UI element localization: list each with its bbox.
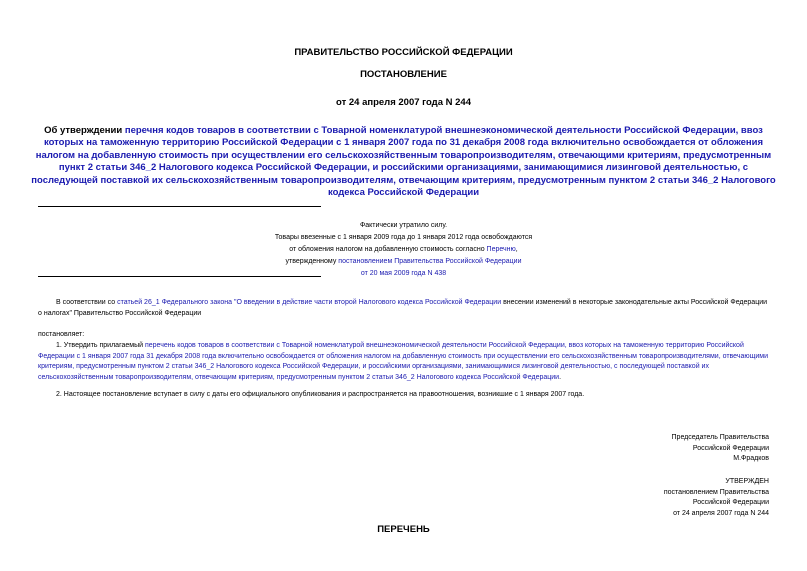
item-2-paragraph: 2. Настоящее постановление вступает в силу с даты его официального опубликования и распространяется на правоотношения, возникшие с 1 января 2007 года. <box>56 391 585 398</box>
note-line-3 <box>220 244 587 256</box>
divider-top <box>38 206 321 207</box>
approval-line-3: Российской Федерации <box>692 499 769 506</box>
list-heading: ПЕРЕЧЕНЬ <box>377 524 430 535</box>
signature-line-2: Российской Федерации <box>692 444 769 452</box>
preamble-suffix: внесении изменений в некоторые законодательные акты Российской Федерации о налогах" Правительство Российской Федерации <box>38 299 768 317</box>
approval-block <box>664 477 769 519</box>
status-note <box>220 220 587 280</box>
approval-line-2: постановлением Правительства <box>663 488 769 496</box>
note-line-4-text: утвержденному <box>285 258 339 265</box>
item-1-list-link[interactable]: перечень кодов товаров в соответствии с Товарной номенклатурой внешнеэкономической деятельности Российской Федерации, ввоз которых на таможенную территорию Российской Федерации с 1 января 2007 года 31 декабря 2008 года включительно освобождается от обложения налогом на добавленную стоимость при осуществлении его сельскохозяйственным товаропроизводителями, отвечающими критериям, предусмотренным пунктом 2 статьи 346_2 Налогового кодекса Российской Федерации, и российскими организациями, занимающимися лизинговой деятельностью, с последующей поставкой их сельскохозяйственным товаропроизводителям, отвечающим критериям, предусмотренным пунктом 2 статьи 346_2 Налогового кодекса Российской Федерации <box>38 342 769 381</box>
approval-line-1: УТВЕРЖДЕН <box>725 478 769 485</box>
preamble-paragraph <box>38 298 769 319</box>
item-1-paragraph <box>38 341 769 383</box>
decree-word: постановляет: <box>38 331 85 338</box>
signature-line-1: Председатель Правительства <box>671 434 769 441</box>
note-line-2: Товары ввезенные с 1 января 2009 года до 1 января 2012 года освобождаются <box>274 234 533 241</box>
preamble-prefix: В соответствии со <box>56 299 118 306</box>
item-1-suffix: . <box>559 373 562 381</box>
document-title <box>30 125 777 199</box>
title-link[interactable]: перечня кодов товаров в соответствии с Товарной номенклатурой внешнеэкономической деятельности Российской Федерации, ввоз которых на таможенную территорию Российской Федерации с 1 января 2007 года по 31 декабря 2008 года включительно освобождается от обложения налогом на добавленную стоимость при осуществлении его сельскохозяйственным товаропроизводителям, отвечающими критериям, предусмотренным пункт 2 статьи 346_2 Налогового кодекса Российской Федерации, и российскими организациями, занимающимися лизинговой деятельностью, с последующей поставкой их сельскохозяйственным товаропроизводителям, отвечающим критериям, предусмотренным пунктом 2 статьи 346_2 Налогового кодекса Российской Федерации <box>31 125 776 199</box>
note-decree-date-link[interactable]: от 20 мая 2009 года N 438 <box>360 270 447 277</box>
signature-line-3: М.Фрадков <box>733 455 769 462</box>
note-decree-link[interactable]: постановлением Правительства Российской Федерации <box>338 258 522 265</box>
note-line-4 <box>220 256 587 268</box>
item-1-prefix: 1. Утвердить прилагаемый <box>56 342 145 349</box>
government-heading: ПРАВИТЕЛЬСТВО РОССИЙСКОЙ ФЕДЕРАЦИИ <box>294 47 513 58</box>
document-date-number: от 24 апреля 2007 года N 244 <box>336 97 471 108</box>
document-type-heading: ПОСТАНОВЛЕНИЕ <box>360 69 447 80</box>
note-line-5 <box>220 268 587 280</box>
note-line-3-text: от обложения налогом на добавленную стоимость согласно <box>289 246 487 253</box>
title-prefix: Об утверждении <box>44 125 125 136</box>
note-list-link[interactable]: Перечню <box>486 246 516 253</box>
divider-bottom <box>38 276 321 277</box>
preamble-law-link[interactable]: статьей 26_1 Федерального закона "О введении в действие части второй Налогового кодекса Российской Федерации <box>117 299 502 306</box>
approval-line-4: от 24 апреля 2007 года N 244 <box>673 509 769 517</box>
note-line-3-suffix: , <box>515 246 518 253</box>
signature-block <box>672 433 769 465</box>
note-line-1: Фактически утратило силу. <box>359 222 448 229</box>
